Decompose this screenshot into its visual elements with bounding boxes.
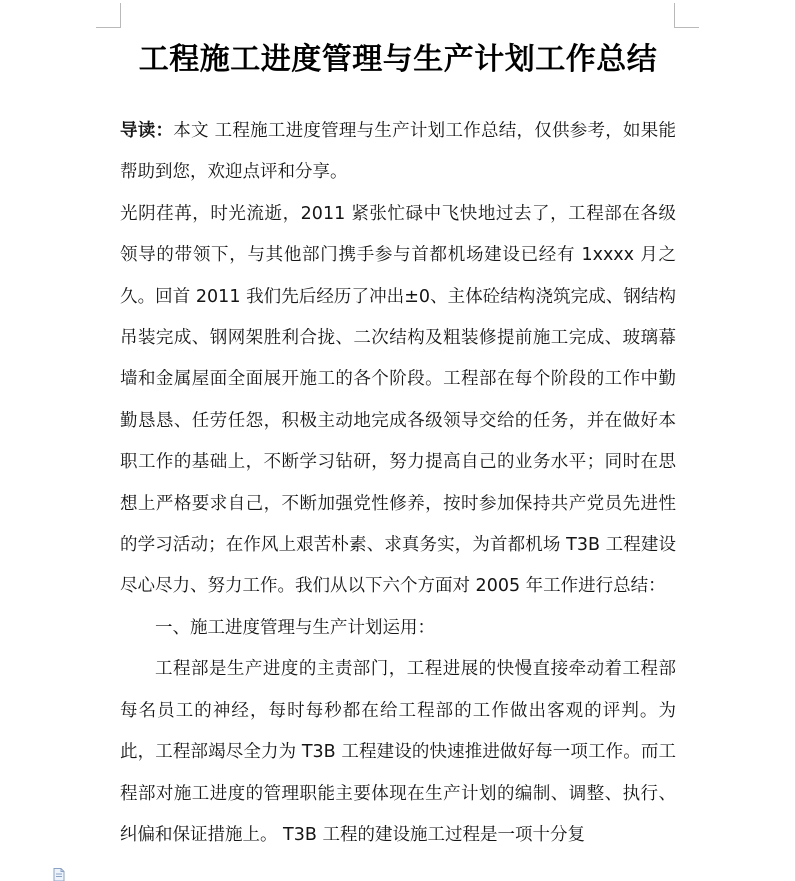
lead-text: 本文 工程施工进度管理与生产计划工作总结，仅供参考，如果能帮助到您，欢迎点评和分享。 (120, 121, 677, 183)
top-left-margin-mark (96, 3, 121, 28)
document-icon (53, 868, 65, 881)
body-paragraph-1: 光阴荏苒，时光流逝，2011 紧张忙碌中飞快地过去了，工程部在各级领导的带领下，与其他部门携手参与首都机场建设已经有 1xxxx 月之久。回首 2011 我们先后经历了冲出±0、主体砼结构浇筑完成、钢结构吊装完成、钢网架胜利合拢、二次结构及粗装修提前施工完成、玻璃幕墙和金属屋面全面展开施工的各个阶段。工程部在每个阶段的工作中勤勤恳恳、任劳任怨，积极主动地完成各级领导交给的任务，并在做好本职工作的基础上，不断学习钻研，努力提高自己的业务水平；同时在思想上严格要求自己，不断加强党性修养，按时参加保持共产党员先进性的学习活动；在作风上艰苦朴素、求真务实，为首都机场 T3B 工程建设尽心尽力、努力工作。我们从以下六个方面对 2005 年工作进行总结： (120, 203, 676, 597)
top-right-margin-mark (674, 3, 699, 28)
section-heading: 一、施工进度管理与生产计划运用： (155, 617, 435, 638)
lead-paragraph (120, 111, 676, 194)
document-title: 工程施工进度管理与生产计划工作总结 (138, 42, 658, 77)
body-paragraph-2: 工程部是生产进度的主责部门，工程进展的快慢直接牵动着工程部每名员工的神经，每时每秒都在给工程部的工作做出客观的评判。为此，工程部竭尽全力为 T3B 工程建设的快速推进做好每一项工作。而工程部对施工进度的管理职能主要体现在生产计划的编制、调整、执行、纠偏和保证措施上。 T3B 工程的建设施工过程是一项十分复 (120, 659, 676, 845)
document-body (120, 111, 676, 856)
lead-label: 导读： (120, 121, 174, 141)
